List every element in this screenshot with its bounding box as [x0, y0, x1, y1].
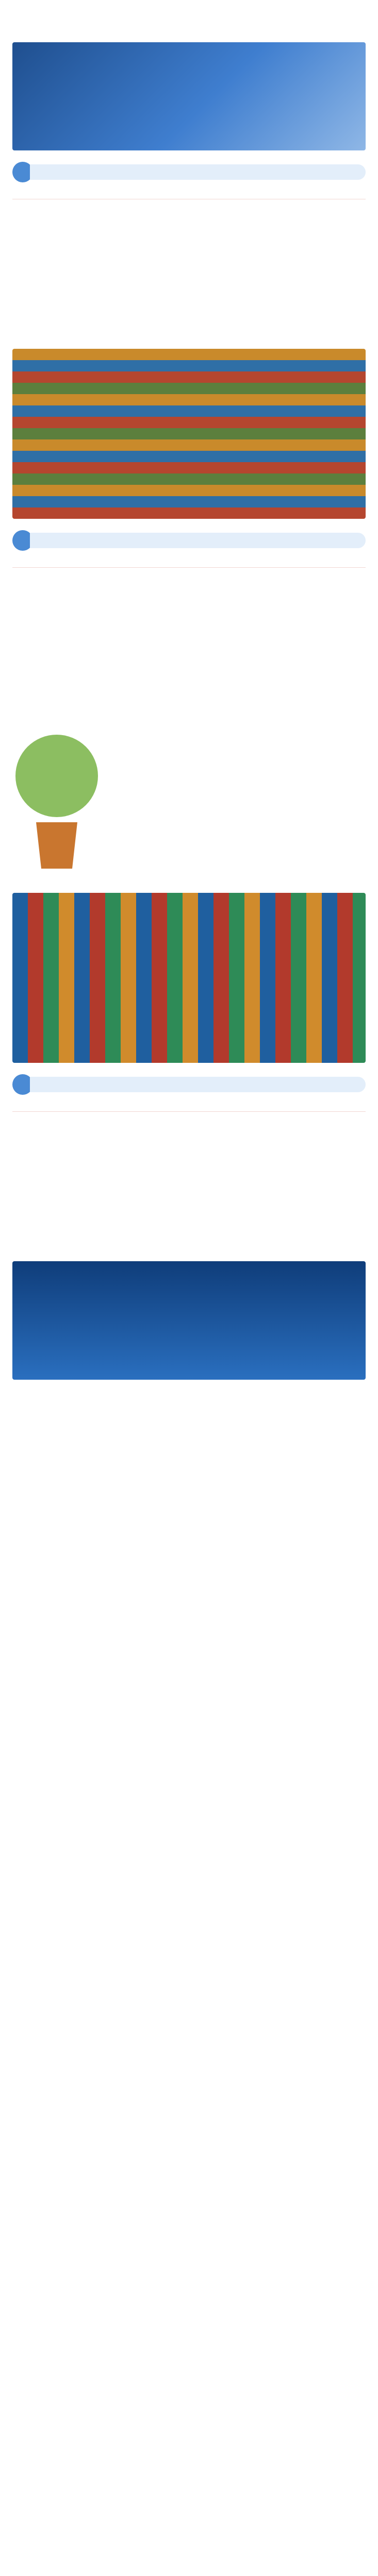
plant-illustration: [0, 719, 113, 874]
section-title: [30, 164, 366, 180]
section-title: [30, 533, 366, 548]
section-heading-3: [12, 1074, 366, 1095]
item-heading: [12, 1101, 366, 1112]
banner-image: [12, 42, 366, 150]
section-heading-2: [12, 530, 366, 551]
item-text: [12, 201, 366, 211]
container-stack-photo: [12, 893, 366, 1063]
section-title: [30, 1077, 366, 1092]
footer-banner: [12, 1261, 366, 1380]
item-text: [12, 570, 366, 579]
list-item: [12, 1101, 366, 1123]
section-heading-1: [12, 162, 366, 182]
list-item: [12, 189, 366, 211]
article-header: [0, 0, 378, 35]
item-heading: [12, 557, 366, 568]
item-text: [12, 1114, 366, 1123]
container-yard-photo: [12, 349, 366, 519]
item-heading: [12, 189, 366, 199]
article-meta: [12, 23, 366, 30]
page-title: [12, 7, 366, 20]
list-item: [12, 557, 366, 579]
